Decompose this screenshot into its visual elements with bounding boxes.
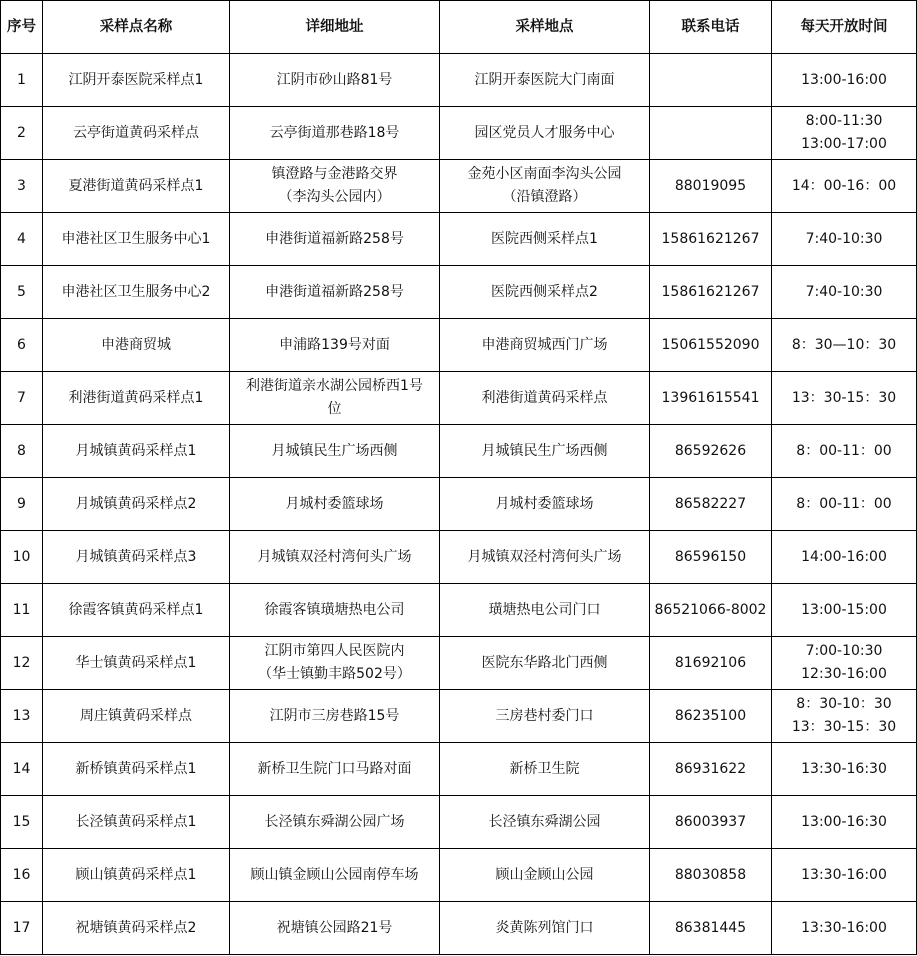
table-row — [1, 213, 917, 266]
cell-phone: 86592626 — [650, 425, 772, 478]
table-row — [1, 372, 917, 425]
cell-name: 徐霞客镇黄码采样点1 — [43, 584, 230, 637]
cell-name: 长泾镇黄码采样点1 — [43, 796, 230, 849]
cell-no: 1 — [1, 54, 43, 107]
cell-place: 医院西侧采样点2 — [440, 266, 650, 319]
table-row — [1, 425, 917, 478]
cell-place: 医院东华路北门西侧 — [440, 637, 650, 690]
table-row — [1, 743, 917, 796]
cell-place: 炎黄陈列馆门口 — [440, 902, 650, 955]
table-row — [1, 531, 917, 584]
header-hours: 每天开放时间 — [772, 1, 917, 54]
cell-no: 11 — [1, 584, 43, 637]
cell-address: 月城村委篮球场 — [230, 478, 440, 531]
cell-address: 江阴市三房巷路15号 — [230, 690, 440, 743]
cell-hours: 13:00-15:00 — [772, 584, 917, 637]
cell-no: 15 — [1, 796, 43, 849]
cell-name: 月城镇黄码采样点1 — [43, 425, 230, 478]
cell-address: 祝塘镇公园路21号 — [230, 902, 440, 955]
table-row — [1, 107, 917, 160]
cell-place: 金苑小区南面李沟头公园 （沿镇澄路） — [440, 160, 650, 213]
cell-no: 8 — [1, 425, 43, 478]
table-row — [1, 796, 917, 849]
cell-no: 6 — [1, 319, 43, 372]
cell-address: 长泾镇东舜湖公园广场 — [230, 796, 440, 849]
cell-hours: 13:00-16:00 — [772, 54, 917, 107]
cell-name: 申港商贸城 — [43, 319, 230, 372]
cell-hours: 13:00-16:30 — [772, 796, 917, 849]
cell-address: 云亭街道那巷路18号 — [230, 107, 440, 160]
cell-address: 申港街道福新路258号 — [230, 213, 440, 266]
table-row — [1, 584, 917, 637]
cell-address: 利港街道亲水湖公园桥西1号 位 — [230, 372, 440, 425]
cell-no: 7 — [1, 372, 43, 425]
cell-name: 申港社区卫生服务中心1 — [43, 213, 230, 266]
cell-name: 月城镇黄码采样点2 — [43, 478, 230, 531]
cell-place: 璜塘热电公司门口 — [440, 584, 650, 637]
cell-address: 新桥卫生院门口马路对面 — [230, 743, 440, 796]
cell-phone: 86003937 — [650, 796, 772, 849]
table-row — [1, 319, 917, 372]
cell-name: 祝塘镇黄码采样点2 — [43, 902, 230, 955]
cell-name: 云亭街道黄码采样点 — [43, 107, 230, 160]
cell-phone: 88030858 — [650, 849, 772, 902]
cell-hours: 8:00-11:30 13:00-17:00 — [772, 107, 917, 160]
cell-no: 9 — [1, 478, 43, 531]
cell-place: 申港商贸城西门广场 — [440, 319, 650, 372]
cell-name: 周庄镇黄码采样点 — [43, 690, 230, 743]
header-row — [1, 1, 917, 54]
cell-hours: 8：30—10：30 — [772, 319, 917, 372]
cell-hours: 14：00-16：00 — [772, 160, 917, 213]
cell-phone: 86381445 — [650, 902, 772, 955]
cell-phone: 86521066-8002 — [650, 584, 772, 637]
cell-address: 申港街道福新路258号 — [230, 266, 440, 319]
cell-hours: 8：00-11：00 — [772, 425, 917, 478]
cell-address: 申浦路139号对面 — [230, 319, 440, 372]
cell-phone: 15861621267 — [650, 213, 772, 266]
cell-phone: 86931622 — [650, 743, 772, 796]
cell-name: 申港社区卫生服务中心2 — [43, 266, 230, 319]
cell-no: 14 — [1, 743, 43, 796]
cell-place: 长泾镇东舜湖公园 — [440, 796, 650, 849]
cell-place: 三房巷村委门口 — [440, 690, 650, 743]
cell-no: 2 — [1, 107, 43, 160]
cell-hours: 7:40-10:30 — [772, 213, 917, 266]
cell-hours: 14:00-16:00 — [772, 531, 917, 584]
header-phone: 联系电话 — [650, 1, 772, 54]
cell-hours: 13：30-15：30 — [772, 372, 917, 425]
cell-phone: 13961615541 — [650, 372, 772, 425]
cell-name: 江阴开泰医院采样点1 — [43, 54, 230, 107]
cell-no: 17 — [1, 902, 43, 955]
cell-place: 医院西侧采样点1 — [440, 213, 650, 266]
cell-phone: 15061552090 — [650, 319, 772, 372]
cell-hours: 8：00-11：00 — [772, 478, 917, 531]
table-row — [1, 902, 917, 955]
cell-place: 新桥卫生院 — [440, 743, 650, 796]
cell-hours: 8：30-10：30 13：30-15：30 — [772, 690, 917, 743]
table-row — [1, 54, 917, 107]
cell-no: 3 — [1, 160, 43, 213]
header-no: 序号 — [1, 1, 43, 54]
cell-phone: 86235100 — [650, 690, 772, 743]
cell-address: 镇澄路与金港路交界 （李沟头公园内） — [230, 160, 440, 213]
header-address: 详细地址 — [230, 1, 440, 54]
cell-phone: 88019095 — [650, 160, 772, 213]
table-row — [1, 478, 917, 531]
cell-place: 江阴开泰医院大门南面 — [440, 54, 650, 107]
cell-phone — [650, 54, 772, 107]
cell-name: 夏港街道黄码采样点1 — [43, 160, 230, 213]
cell-hours: 13:30-16:30 — [772, 743, 917, 796]
table-row — [1, 637, 917, 690]
cell-address: 江阴市砂山路81号 — [230, 54, 440, 107]
cell-name: 利港街道黄码采样点1 — [43, 372, 230, 425]
cell-hours: 7:00-10:30 12:30-16:00 — [772, 637, 917, 690]
cell-phone: 15861621267 — [650, 266, 772, 319]
cell-name: 华士镇黄码采样点1 — [43, 637, 230, 690]
table-row — [1, 266, 917, 319]
cell-phone — [650, 107, 772, 160]
cell-phone: 81692106 — [650, 637, 772, 690]
cell-no: 4 — [1, 213, 43, 266]
cell-no: 13 — [1, 690, 43, 743]
cell-name: 顾山镇黄码采样点1 — [43, 849, 230, 902]
cell-no: 5 — [1, 266, 43, 319]
cell-phone: 86596150 — [650, 531, 772, 584]
header-place: 采样地点 — [440, 1, 650, 54]
cell-place: 月城镇民生广场西侧 — [440, 425, 650, 478]
cell-hours: 13:30-16:00 — [772, 902, 917, 955]
cell-place: 园区党员人才服务中心 — [440, 107, 650, 160]
cell-address: 月城镇民生广场西侧 — [230, 425, 440, 478]
cell-address: 徐霞客镇璜塘热电公司 — [230, 584, 440, 637]
cell-name: 新桥镇黄码采样点1 — [43, 743, 230, 796]
cell-place: 月城镇双泾村湾何头广场 — [440, 531, 650, 584]
table-row — [1, 849, 917, 902]
cell-place: 月城村委篮球场 — [440, 478, 650, 531]
cell-name: 月城镇黄码采样点3 — [43, 531, 230, 584]
cell-place: 顾山金顾山公园 — [440, 849, 650, 902]
cell-place: 利港街道黄码采样点 — [440, 372, 650, 425]
cell-address: 顾山镇金顾山公园南停车场 — [230, 849, 440, 902]
cell-no: 12 — [1, 637, 43, 690]
table-row — [1, 160, 917, 213]
cell-hours: 13:30-16:00 — [772, 849, 917, 902]
cell-no: 16 — [1, 849, 43, 902]
cell-address: 月城镇双泾村湾何头广场 — [230, 531, 440, 584]
header-name: 采样点名称 — [43, 1, 230, 54]
cell-hours: 7:40-10:30 — [772, 266, 917, 319]
table-row — [1, 690, 917, 743]
cell-no: 10 — [1, 531, 43, 584]
cell-phone: 86582227 — [650, 478, 772, 531]
cell-address: 江阴市第四人民医院内 （华士镇勤丰路502号） — [230, 637, 440, 690]
